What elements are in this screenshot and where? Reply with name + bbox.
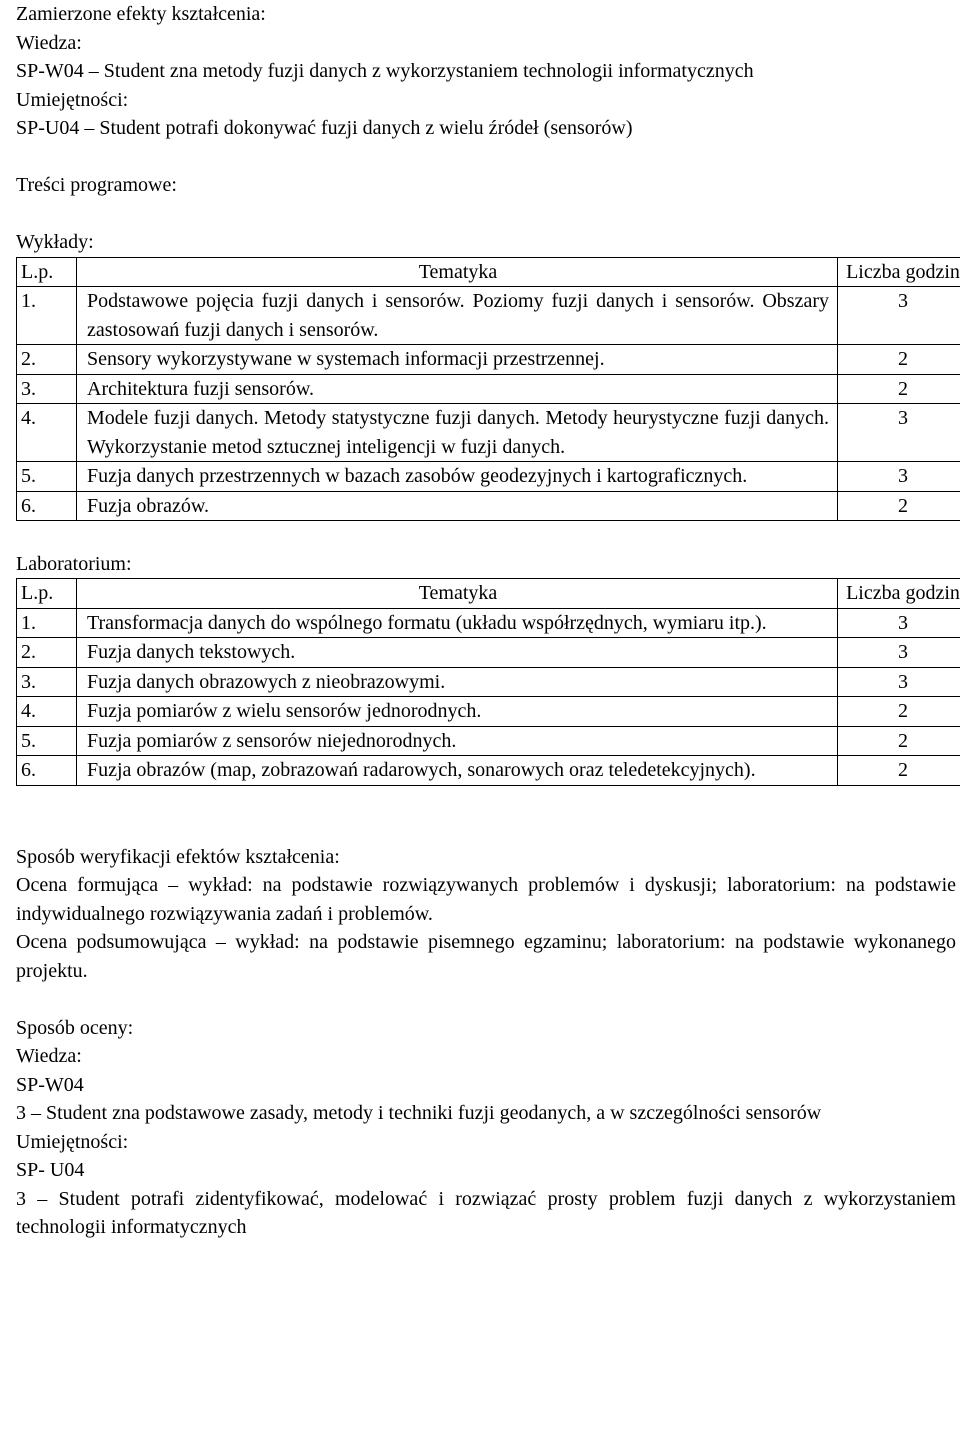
row-hours: 3: [838, 404, 960, 462]
labs-col-hours: Liczba godzin: [838, 579, 960, 609]
row-hours: 3: [838, 638, 960, 668]
row-topic: Sensory wykorzystywane w systemach informacji przestrzennej.: [87, 348, 605, 370]
grading-knowledge-label: Wiedza:: [16, 1045, 82, 1067]
document-page: [16, 0, 960, 1242]
verification-heading: Sposób weryfikacji efektów kształcenia:: [16, 845, 340, 868]
row-topic: Fuzja danych tekstowych.: [87, 641, 296, 663]
table-row: [17, 697, 960, 727]
effects-heading: Zamierzone efekty kształcenia:: [16, 3, 266, 25]
content-heading: Treści programowe:: [16, 174, 177, 196]
row-topic: Fuzja obrazów.: [87, 494, 209, 517]
grading-skills-text: 3 – Student potrafi zidentyfikować, modelować i rozwiązać prosty problem fuzji danych z wykorzystaniem technologii informatycznych: [16, 1187, 956, 1238]
table-row: [17, 345, 960, 375]
grading-knowledge-code: SP-W04: [16, 1073, 84, 1096]
row-number: 6.: [17, 756, 77, 786]
row-topic: Modele fuzji danych. Metody statystyczne fuzji danych. Metody heurystyczne fuzji danych. Wykorzystanie metod sztucznej inteligencji w fuzji danych.: [87, 407, 829, 458]
row-number: 4.: [17, 404, 77, 462]
row-number: 3.: [17, 667, 77, 697]
table-row: [17, 608, 960, 638]
lectures-col-hours: Liczba godzin: [838, 257, 960, 287]
labs-table: [16, 578, 960, 786]
row-hours: 3: [838, 667, 960, 697]
row-topic: Podstawowe pojęcia fuzji danych i sensorów. Poziomy fuzji danych i sensorów. Obszary zastosowań fuzji danych i sensorów.: [87, 290, 829, 341]
grading-heading: Sposób oceny:: [16, 1016, 134, 1039]
row-number: 5.: [17, 726, 77, 756]
table-row: [17, 756, 960, 786]
row-hours: 3: [838, 287, 960, 345]
table-row: [17, 404, 960, 462]
lectures-col-topic: Tematyka: [77, 257, 838, 287]
grading-knowledge-text: 3 – Student zna podstawowe zasady, metody i techniki fuzji geodanych, a w szczególności sensorów: [16, 1102, 822, 1124]
row-hours: 2: [838, 491, 960, 521]
row-number: 6.: [17, 491, 77, 521]
row-topic: Architektura fuzji sensorów.: [87, 377, 314, 400]
table-row: [17, 374, 960, 404]
row-number: 1.: [17, 287, 77, 345]
table-row: [17, 491, 960, 521]
lectures-col-num: L.p.: [17, 257, 77, 287]
effects-knowledge-item: SP-W04 – Student zna metody fuzji danych z wykorzystaniem technologii informatycznych: [16, 60, 754, 82]
row-topic: Transformacja danych do wspólnego formatu (układu współrzędnych, wymiaru itp.).: [87, 611, 767, 634]
row-number: 5.: [17, 462, 77, 492]
row-topic: Fuzja obrazów (map, zobrazowań radarowych, sonarowych oraz teledetekcyjnych).: [87, 759, 756, 781]
lectures-table: [16, 257, 960, 522]
row-number: 2.: [17, 638, 77, 668]
row-number: 2.: [17, 345, 77, 375]
table-row: [17, 462, 960, 492]
row-topic: Fuzja pomiarów z wielu sensorów jednorodnych.: [87, 700, 482, 722]
table-row: [17, 667, 960, 697]
row-number: 4.: [17, 697, 77, 727]
verification-formative: Ocena formująca – wykład: na podstawie rozwiązywanych problemów i dyskusji; laboratorium: na podstawie indywidualnego rozwiązywania zadań i problemów.: [16, 874, 956, 925]
row-hours: 2: [838, 345, 960, 375]
labs-label: Laboratorium:: [16, 552, 132, 575]
row-topic: Fuzja pomiarów z sensorów niejednorodnych.: [87, 729, 457, 752]
row-number: 3.: [17, 374, 77, 404]
row-topic: Fuzja danych przestrzennych w bazach zasobów geodezyjnych i kartograficznych.: [87, 465, 748, 487]
table-row: [17, 638, 960, 668]
row-number: 1.: [17, 608, 77, 638]
grading-skills-code: SP- U04: [16, 1159, 85, 1181]
row-hours: 2: [838, 756, 960, 786]
row-topic: Fuzja danych obrazowych z nieobrazowymi.: [87, 670, 446, 693]
verification-summative: Ocena podsumowująca – wykład: na podstawie pisemnego egzaminu; laboratorium: na podstawie wykonanego projektu.: [16, 931, 956, 982]
lectures-label: Wykłady:: [16, 231, 94, 253]
lectures-header-row: [17, 257, 960, 287]
table-row: [17, 287, 960, 345]
labs-col-num: L.p.: [17, 579, 77, 609]
row-hours: 3: [838, 462, 960, 492]
table-row: [17, 726, 960, 756]
effects-skills-label: Umiejętności:: [16, 88, 129, 111]
row-hours: 2: [838, 374, 960, 404]
effects-skills-item: SP-U04 – Student potrafi dokonywać fuzji danych z wielu źródeł (sensorów): [16, 117, 633, 139]
row-hours: 3: [838, 608, 960, 638]
row-hours: 2: [838, 697, 960, 727]
effects-knowledge-label: Wiedza:: [16, 31, 82, 54]
labs-header-row: [17, 579, 960, 609]
row-hours: 2: [838, 726, 960, 756]
grading-skills-label: Umiejętności:: [16, 1130, 129, 1153]
labs-col-topic: Tematyka: [77, 579, 838, 609]
